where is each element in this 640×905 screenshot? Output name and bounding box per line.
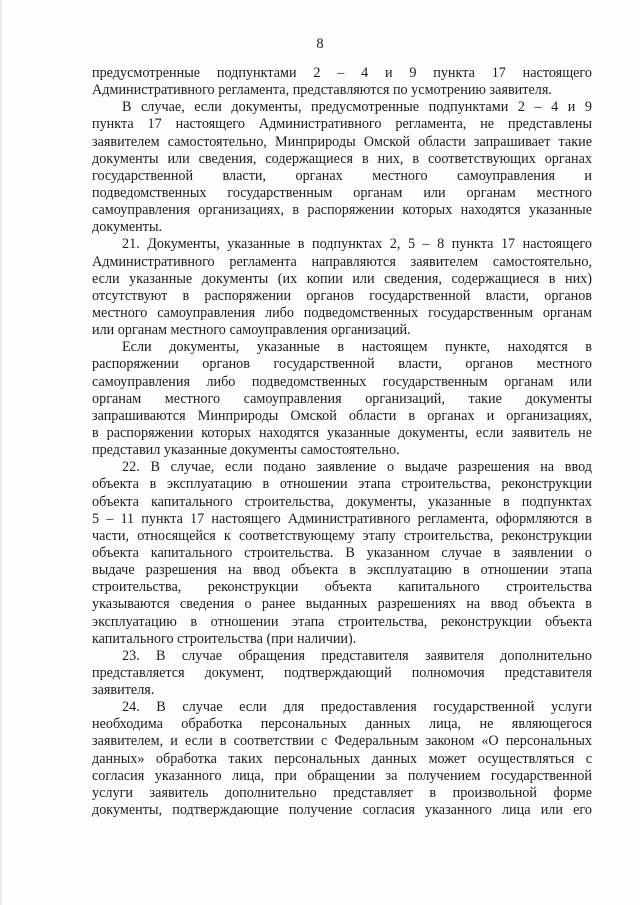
- text-line: государственной власти, органах местного самоуправления и: [92, 167, 592, 184]
- text-line: услуги заявитель дополнительно представляет в произвольной форме: [92, 784, 592, 801]
- text-line: документы.: [92, 219, 163, 236]
- text-line: капитального строительства (при наличии).: [92, 630, 357, 647]
- text-line: в распоряжении которых находятся указанные документы, если заявитель не: [92, 424, 592, 441]
- text-line: части, относящейся к соответствующему этапу строительства, реконструкции: [92, 527, 592, 544]
- text-line: согласия указанного лица, при обращении за получением государственной: [92, 767, 592, 784]
- text-line: заявителя.: [92, 682, 155, 699]
- text-line: представил указанные документы самостоятельно.: [92, 442, 400, 459]
- text-line: 21. Документы, указанные в подпунктах 2, 5 – 8 пункта 17 настоящего: [122, 236, 592, 253]
- text-line: Административного регламента направляются заявителем самостоятельно,: [92, 253, 592, 270]
- text-line: отсутствуют в распоряжении органов государственной власти, органов: [92, 287, 592, 304]
- page-number: 8: [316, 36, 324, 52]
- text-line: документы или сведения, содержащиеся в них, в соответствующих органах: [92, 150, 592, 167]
- text-line: заявителем самостоятельно, Минприроды Омской области запрашивает такие: [92, 133, 592, 150]
- scan-edge-shadow: [0, 0, 3, 905]
- text-line: В случае, если документы, предусмотренные подпунктами 2 – 4 и 9: [122, 99, 592, 116]
- text-line: выдаче разрешения на ввод объекта в эксплуатацию в отношении этапа: [92, 562, 592, 579]
- text-line: предусмотренные подпунктами 2 – 4 и 9 пункта 17 настоящего: [92, 65, 592, 81]
- text-line: 22. В случае, если подано заявление о выдаче разрешения на ввод: [122, 459, 592, 476]
- text-line: местного самоуправления либо подведомственных государственным органам: [92, 304, 592, 321]
- text-line: объекта капитального строительства, документы, указанные в подпунктах: [92, 493, 592, 510]
- text-line: самоуправления либо подведомственных государственным органам или: [92, 373, 592, 390]
- text-line: органам местного самоуправления организаций, такие документы: [92, 390, 592, 407]
- text-line: распоряжении органов государственной власти, органов местного: [92, 356, 592, 373]
- text-line: 5 – 11 пункта 17 настоящего Административного регламента, оформляются в: [92, 510, 592, 527]
- text-line: объекта капитального строительства. В указанном случае в заявлении о: [92, 544, 592, 561]
- text-line: пункта 17 настоящего Административного регламента, не представлены: [92, 116, 592, 133]
- text-line: если указанные документы (их копии или сведения, содержащиеся в них): [92, 270, 592, 287]
- text-line: эксплуатацию в отношении этапа строительства, реконструкции объекта: [92, 613, 592, 630]
- text-line: документы, подтверждающие получение согласия указанного лица или его: [92, 802, 592, 819]
- text-line: данных» обработка таких персональных данных может осуществляться с: [92, 750, 592, 767]
- body-text: [92, 65, 592, 819]
- text-line: необходима обработка персональных данных лица, не являющегося: [92, 716, 592, 733]
- text-line: представляется документ, подтверждающий полномочия представителя: [92, 664, 592, 681]
- text-line: 23. В случае обращения представителя заявителя дополнительно: [122, 647, 592, 664]
- text-line: 24. В случае если для предоставления государственной услуги: [122, 699, 592, 716]
- text-line: объекта в эксплуатацию в отношении этапа строительства, реконструкции: [92, 476, 592, 493]
- text-line: запрашиваются Минприроды Омской области в органах и организациях,: [92, 407, 592, 424]
- text-line: Административного регламента, представляются по усмотрению заявителя.: [92, 82, 552, 99]
- text-line: или органам местного самоуправления организаций.: [92, 322, 411, 339]
- text-line: самоуправления организациях, в распоряжении которых находятся указанные: [92, 202, 592, 219]
- text-line: строительства, реконструкции объекта капитального строительства: [92, 579, 592, 596]
- text-line: Если документы, указанные в настоящем пункте, находятся в: [122, 339, 592, 356]
- text-line: подведомственных государственным органам или органам местного: [92, 184, 592, 201]
- text-line: указываются сведения о ранее выданных разрешениях на ввод объекта в: [92, 596, 592, 613]
- text-line: заявителем, и если в соответствии с Федеральным законом «О персональных: [92, 733, 592, 750]
